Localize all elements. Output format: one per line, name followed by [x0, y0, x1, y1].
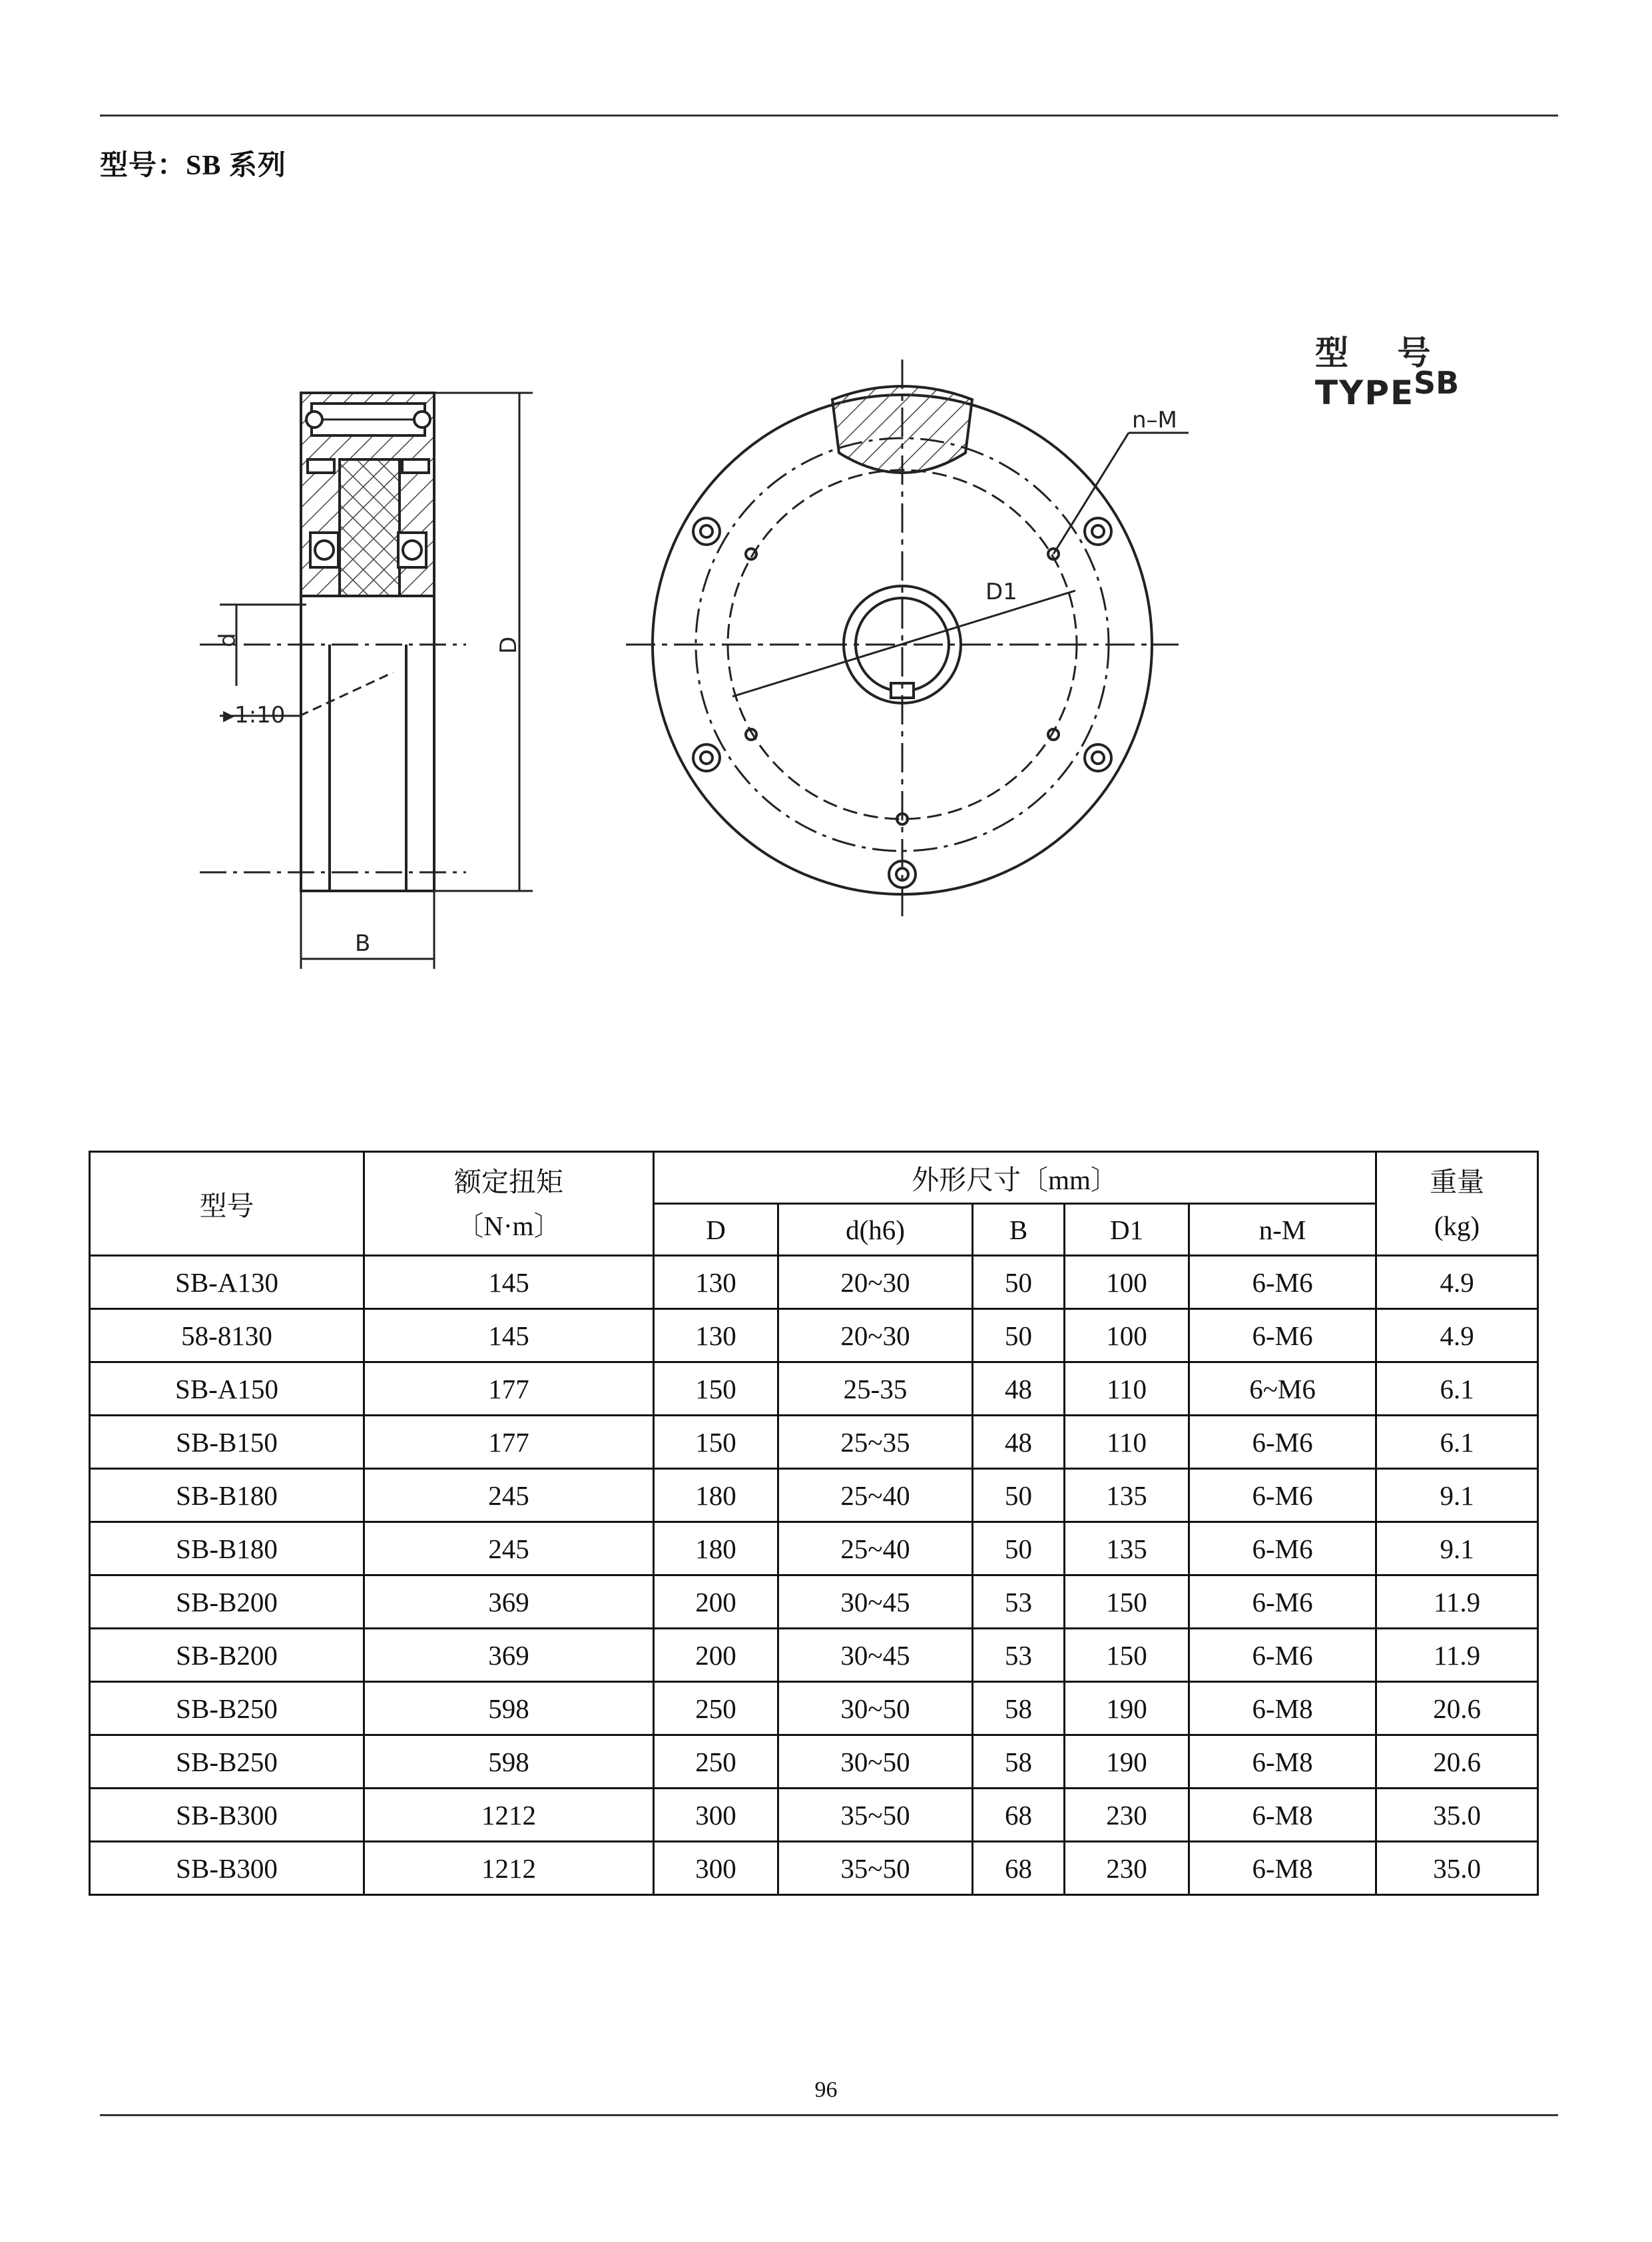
cell-d-h6: 30~45	[778, 1629, 973, 1682]
cell-d-h6: 25-35	[778, 1362, 973, 1416]
type-label-model: SB	[1414, 365, 1460, 401]
cell-d-h6: 35~50	[778, 1789, 973, 1842]
table-row	[90, 1469, 1538, 1522]
technical-drawing	[0, 0, 1652, 1065]
header-d-h6: d(h6)	[778, 1204, 973, 1256]
cell-D1: 100	[1065, 1256, 1189, 1309]
cell-model: SB-B300	[90, 1789, 364, 1842]
table-row	[90, 1362, 1538, 1416]
cell-weight: 4.9	[1376, 1256, 1538, 1309]
bottom-rule	[100, 2114, 1558, 2116]
cell-D1: 110	[1065, 1416, 1189, 1469]
cell-d-h6: 30~50	[778, 1735, 973, 1789]
cell-D1: 135	[1065, 1522, 1189, 1575]
header-D1: D1	[1065, 1204, 1189, 1256]
cell-B: 50	[973, 1309, 1065, 1362]
cell-D: 150	[654, 1362, 778, 1416]
cell-D: 250	[654, 1682, 778, 1735]
cell-D: 180	[654, 1522, 778, 1575]
cell-n-M: 6~M6	[1189, 1362, 1376, 1416]
cell-B: 48	[973, 1362, 1065, 1416]
cell-torque: 1212	[364, 1789, 654, 1842]
table-row	[90, 1416, 1538, 1469]
cell-torque: 1212	[364, 1842, 654, 1895]
cell-model: SB-A130	[90, 1256, 364, 1309]
header-torque-line1: 额定扭矩	[454, 1166, 563, 1197]
cell-weight: 9.1	[1376, 1522, 1538, 1575]
cell-B: 58	[973, 1735, 1065, 1789]
table-row	[90, 1842, 1538, 1895]
cell-D1: 190	[1065, 1735, 1189, 1789]
table-row	[90, 1629, 1538, 1682]
cell-model: SB-B250	[90, 1735, 364, 1789]
cell-model: SB-B250	[90, 1682, 364, 1735]
cell-weight: 4.9	[1376, 1309, 1538, 1362]
cell-n-M: 6-M6	[1189, 1469, 1376, 1522]
taper-label: ▸1:10	[223, 702, 286, 728]
cell-torque: 145	[364, 1256, 654, 1309]
header-B: B	[973, 1204, 1065, 1256]
table-row	[90, 1789, 1538, 1842]
cell-torque: 245	[364, 1469, 654, 1522]
cell-D1: 150	[1065, 1575, 1189, 1629]
type-label	[1315, 334, 1460, 412]
cell-torque: 177	[364, 1362, 654, 1416]
cell-model: SB-B300	[90, 1842, 364, 1895]
page-title: 型号：SB 系列	[100, 150, 286, 181]
side-view	[200, 393, 533, 969]
cell-B: 68	[973, 1789, 1065, 1842]
cell-model: SB-A150	[90, 1362, 364, 1416]
cell-D1: 190	[1065, 1682, 1189, 1735]
cell-weight: 6.1	[1376, 1362, 1538, 1416]
table-row	[90, 1522, 1538, 1575]
cell-weight: 35.0	[1376, 1789, 1538, 1842]
cell-D1: 230	[1065, 1842, 1189, 1895]
cell-B: 50	[973, 1522, 1065, 1575]
type-label-en: TYPE	[1315, 374, 1415, 412]
cell-n-M: 6-M8	[1189, 1789, 1376, 1842]
cell-d-h6: 25~40	[778, 1522, 973, 1575]
cell-D: 200	[654, 1575, 778, 1629]
dim-D1-label: D1	[985, 579, 1017, 605]
cell-d-h6: 20~30	[778, 1256, 973, 1309]
cell-model: SB-B200	[90, 1629, 364, 1682]
cell-d-h6: 35~50	[778, 1842, 973, 1895]
cell-torque: 177	[364, 1416, 654, 1469]
type-label-cn: 型 号	[1315, 334, 1450, 372]
cell-d-h6: 30~45	[778, 1575, 973, 1629]
cell-B: 50	[973, 1469, 1065, 1522]
cell-B: 68	[973, 1842, 1065, 1895]
cell-d-h6: 25~35	[778, 1416, 973, 1469]
cell-torque: 598	[364, 1682, 654, 1735]
cell-n-M: 6-M6	[1189, 1522, 1376, 1575]
header-torque	[364, 1152, 654, 1256]
cell-D: 180	[654, 1469, 778, 1522]
cell-B: 50	[973, 1256, 1065, 1309]
cell-n-M: 6-M6	[1189, 1629, 1376, 1682]
cell-D1: 135	[1065, 1469, 1189, 1522]
cell-B: 53	[973, 1629, 1065, 1682]
header-n-M: n-M	[1189, 1204, 1376, 1256]
cell-D1: 150	[1065, 1629, 1189, 1682]
cell-D: 200	[654, 1629, 778, 1682]
cell-torque: 145	[364, 1309, 654, 1362]
cell-weight: 20.6	[1376, 1682, 1538, 1735]
cell-n-M: 6-M6	[1189, 1256, 1376, 1309]
cell-torque: 369	[364, 1575, 654, 1629]
cell-weight: 11.9	[1376, 1629, 1538, 1682]
cell-n-M: 6-M6	[1189, 1309, 1376, 1362]
page-number: 96	[814, 2078, 838, 2102]
cell-D1: 110	[1065, 1362, 1189, 1416]
cell-D: 300	[654, 1842, 778, 1895]
cell-torque: 598	[364, 1735, 654, 1789]
cell-D: 250	[654, 1735, 778, 1789]
table-row	[90, 1256, 1538, 1309]
cell-n-M: 6-M8	[1189, 1735, 1376, 1789]
dim-d-label: d	[214, 633, 241, 647]
cell-n-M: 6-M6	[1189, 1416, 1376, 1469]
cell-weight: 20.6	[1376, 1735, 1538, 1789]
front-view	[626, 360, 1189, 922]
cell-B: 58	[973, 1682, 1065, 1735]
cell-D: 130	[654, 1256, 778, 1309]
cell-d-h6: 30~50	[778, 1682, 973, 1735]
cell-torque: 369	[364, 1629, 654, 1682]
cell-D: 130	[654, 1309, 778, 1362]
cell-d-h6: 25~40	[778, 1469, 973, 1522]
cell-n-M: 6-M6	[1189, 1575, 1376, 1629]
cell-weight: 35.0	[1376, 1842, 1538, 1895]
cell-weight: 11.9	[1376, 1575, 1538, 1629]
header-weight	[1376, 1152, 1538, 1256]
header-weight-line1: 重量	[1430, 1166, 1485, 1197]
cell-n-M: 6-M8	[1189, 1842, 1376, 1895]
cell-torque: 245	[364, 1522, 654, 1575]
table-row	[90, 1682, 1538, 1735]
cell-B: 53	[973, 1575, 1065, 1629]
table-row	[90, 1735, 1538, 1789]
dim-D-label: D	[495, 636, 522, 654]
cell-model: 58-8130	[90, 1309, 364, 1362]
cell-model: SB-B150	[90, 1416, 364, 1469]
cell-weight: 6.1	[1376, 1416, 1538, 1469]
cell-D1: 230	[1065, 1789, 1189, 1842]
table-row	[90, 1575, 1538, 1629]
dim-B-label: B	[355, 930, 371, 957]
header-torque-line2: 〔N·m〕	[456, 1210, 561, 1241]
cell-D: 300	[654, 1789, 778, 1842]
header-dimensions: 外形尺寸〔mm〕	[654, 1152, 1376, 1204]
header-weight-line2: (kg)	[1434, 1210, 1480, 1241]
cell-model: SB-B180	[90, 1522, 364, 1575]
cell-model: SB-B180	[90, 1469, 364, 1522]
cell-weight: 9.1	[1376, 1469, 1538, 1522]
dim-nM-label: n–M	[1132, 407, 1177, 433]
cell-D1: 100	[1065, 1309, 1189, 1362]
cell-model: SB-B200	[90, 1575, 364, 1629]
cell-B: 48	[973, 1416, 1065, 1469]
header-D: D	[654, 1204, 778, 1256]
spec-table	[89, 1151, 1539, 1896]
cell-n-M: 6-M8	[1189, 1682, 1376, 1735]
cell-d-h6: 20~30	[778, 1309, 973, 1362]
spec-table-body	[90, 1256, 1538, 1895]
cell-D: 150	[654, 1416, 778, 1469]
header-model: 型号	[90, 1152, 364, 1256]
table-row	[90, 1309, 1538, 1362]
